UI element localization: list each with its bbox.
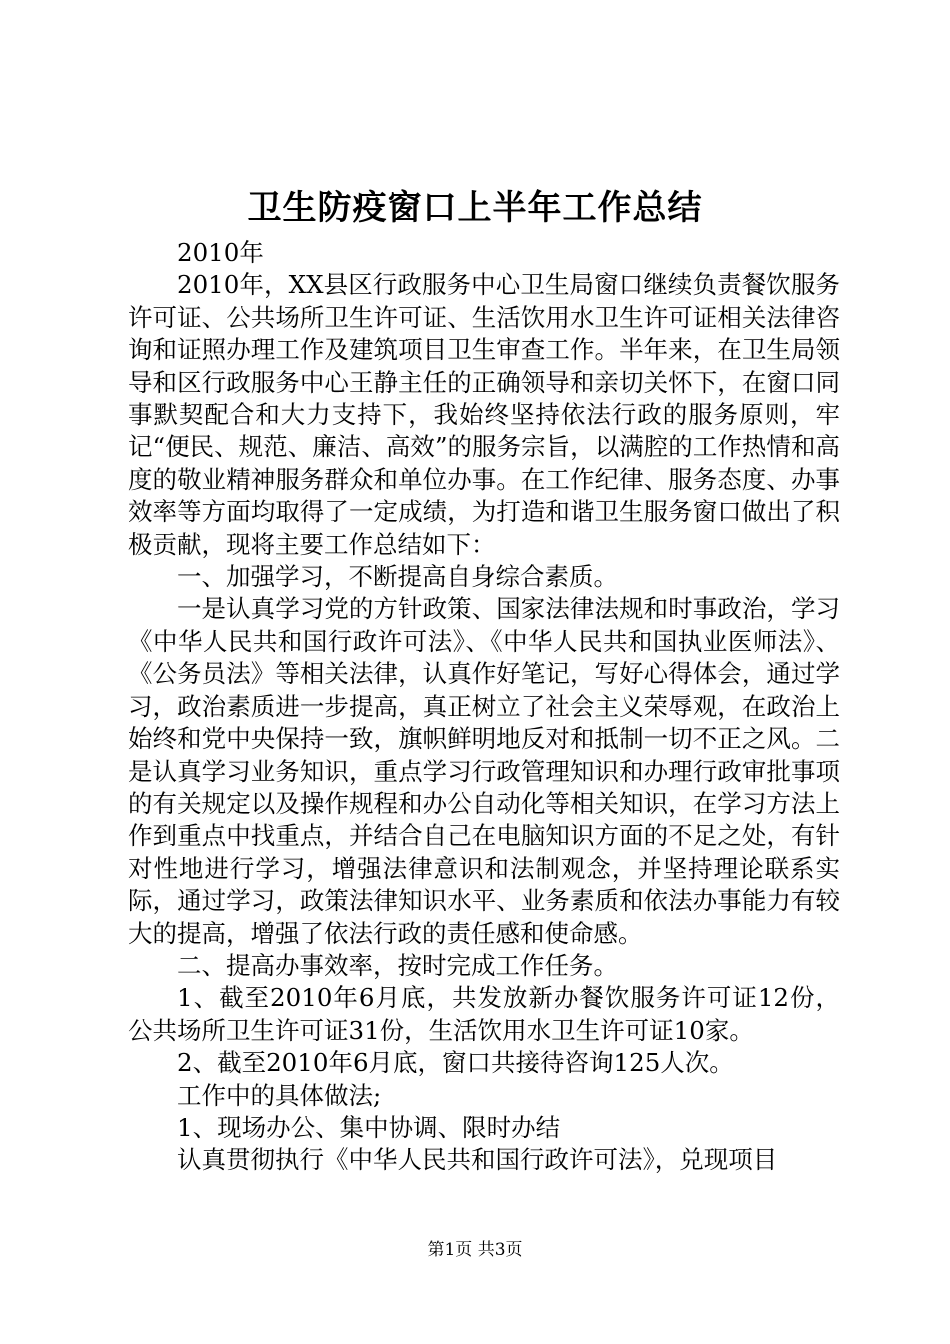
section-heading-2: 二、提高办事效率，按时完成工作任务。 (177, 950, 618, 980)
document-body (128, 237, 840, 1177)
section-heading-1: 一、加强学习，不断提高自身综合素质。 (177, 562, 618, 592)
page-footer: 第1页 共3页 (427, 1240, 523, 1260)
paragraph-item-2: 2、截至2010年6月底，窗口共接待咨询125人次。 (177, 1048, 734, 1078)
document-title: 卫生防疫窗口上半年工作总结 (247, 188, 703, 228)
paragraph-methods: 工作中的具体做法; (177, 1080, 382, 1110)
paragraph-method-1: 1、现场办公、集中协调、限时办结 (177, 1112, 561, 1142)
paragraph-item-1: 1、截至2010年6月底，共发放新办餐饮服务许可证12份，公共场所卫生许可证31份，生活饮用水卫生许可证10家。 (128, 983, 840, 1045)
paragraph-intro: 2010年，XX县区行政服务中心卫生局窗口继续负责餐饮服务许可证、公共场所卫生许可证、生活饮用水卫生许可证相关法律咨询和证照办理工作及建筑项目卫生审查工作。半年来，在卫生局领导和区行政服务中心王静主任的正确领导和亲切关怀下，在窗口同事默契配合和大力支持下，我始终坚持依法行政的服务原则，牢记“便民、规范、廉洁、高效”的服务宗旨，以满腔的工作热情和高度的敬业精神服务群众和单位办事。在工作纪律、服务态度、办事效率等方面均取得了一定成绩，为打造和谐卫生服务窗口做出了积极贡献，现将主要工作总结如下： (128, 270, 840, 559)
paragraph-date: 2010年 (177, 238, 264, 267)
paragraph-study: 一是认真学习党的方针政策、国家法律法规和时事政治，学习《中华人民共和国行政许可法》、《中华人民共和国执业医师法》、《公务员法》等相关法律，认真作好笔记，写好心得体会，通过学习，政治素质进一步提高，真正树立了社会主义荣辱观，在政治上始终和党中央保持一致，旗帜鲜明地反对和抵制一切不正之风。二是认真学习业务知识，重点学习行政管理知识和办理行政审批事项的有关规定以及操作规程和办公自动化等相关知识，在学习方法上作到重点中找重点，并结合自己在电脑知识方面的不足之处，有针对性地进行学习，增强法律意识和法制观念，并坚持理论联系实际，通过学习，政策法律知识水平、业务素质和依法办事能力有较大的提高，增强了依法行政的责任感和使命感。 (128, 594, 840, 948)
paragraph-continued: 认真贯彻执行《中华人民共和国行政许可法》，兑现项目 (177, 1145, 778, 1175)
